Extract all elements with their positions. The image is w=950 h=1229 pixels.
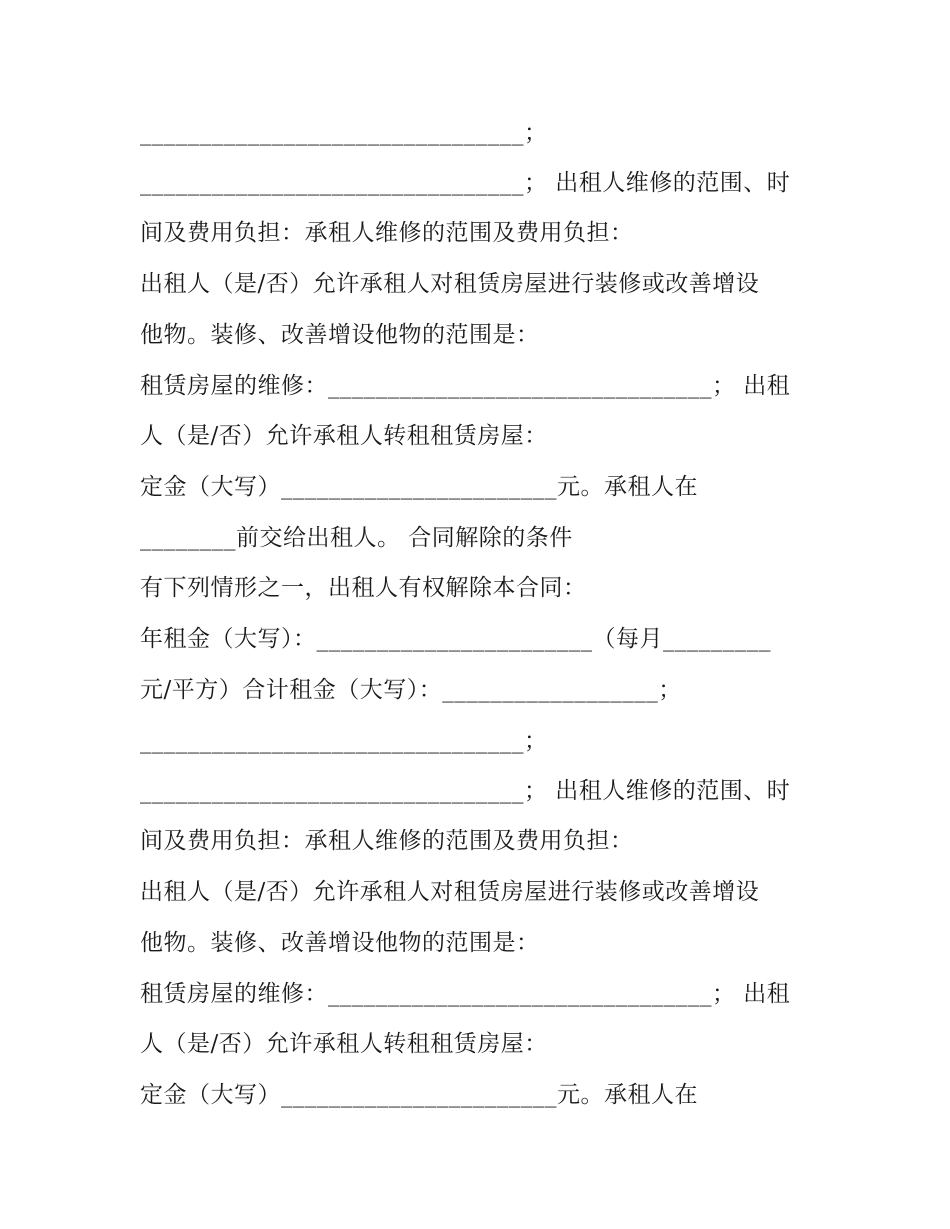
- text-line: ________________________________； 出租人维修的范围、时: [140, 778, 791, 804]
- text-line: 人（是/否）允许承租人转租租赁房屋：: [140, 423, 548, 449]
- text-line: 人（是/否）允许承租人转租租赁房屋：: [140, 1031, 548, 1057]
- text-line: 他物。装修、改善增设他物的范围是：: [140, 322, 540, 348]
- text-line: 出租人（是/否）允许承租人对租赁房屋进行装修或改善增设: [140, 879, 760, 905]
- text-line: ________________________________；: [140, 728, 548, 754]
- text-line: 出租人（是/否）允许承租人对租赁房屋进行装修或改善增设: [140, 271, 760, 297]
- text-line: 定金（大写）_______________________元。承租人在: [140, 1082, 698, 1108]
- text-line: 他物。装修、改善增设他物的范围是：: [140, 930, 540, 956]
- text-line: 年租金（大写）：_______________________（每月_________: [140, 626, 771, 652]
- text-line: 元/平方）合计租金（大写）：__________________；: [140, 677, 682, 703]
- text-line: ________前交给出租人。 合同解除的条件: [140, 525, 573, 551]
- text-line: 定金（大写）_______________________元。承租人在: [140, 474, 698, 500]
- text-line: 租赁房屋的维修：________________________________； 出租: [140, 373, 791, 399]
- text-line: 间及费用负担：承租人维修的范围及费用负担：: [140, 828, 634, 854]
- text-line: 租赁房屋的维修：________________________________； 出租: [140, 981, 791, 1007]
- text-line: 有下列情形之一，出租人有权解除本合同：: [140, 575, 587, 601]
- text-line: ________________________________； 出租人维修的范围、时: [140, 170, 791, 196]
- text-line: 间及费用负担：承租人维修的范围及费用负担：: [140, 220, 634, 246]
- text-line: ________________________________；: [140, 120, 548, 146]
